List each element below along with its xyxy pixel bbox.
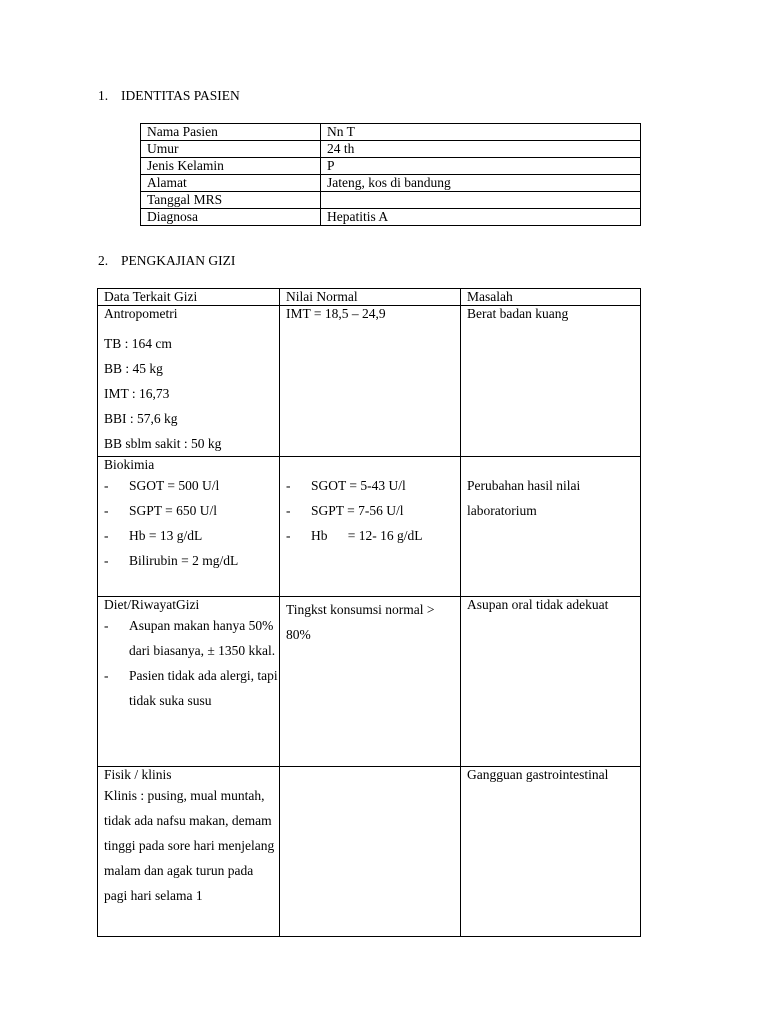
- problem-cell: [461, 306, 641, 457]
- table-row: [141, 175, 641, 192]
- identity-value: Jateng, kos di bandung: [321, 175, 641, 192]
- list-item: - SGPT = 650 U/l: [104, 498, 279, 523]
- list-item: - SGOT = 500 U/l: [104, 473, 279, 498]
- identity-value: [321, 192, 641, 209]
- list-item: - Bilirubin = 2 mg/dL: [104, 548, 279, 573]
- problem-cell: [461, 597, 641, 767]
- list-item: - Pasien tidak ada alergi, tapi tidak suka susu: [104, 663, 279, 713]
- problem-text: Gangguan gastrointestinal: [467, 767, 609, 782]
- normal-cell: [280, 306, 461, 457]
- column-header: Nilai Normal: [280, 289, 461, 306]
- table-row: [141, 141, 641, 158]
- table-row: [141, 124, 641, 141]
- table-row: [141, 192, 641, 209]
- problem-cell: [461, 457, 641, 597]
- identity-label: Umur: [141, 141, 321, 158]
- list-item: - SGPT = 7-56 U/l: [286, 498, 460, 523]
- column-header: Masalah: [461, 289, 641, 306]
- clinical-text: Klinis : pusing, mual muntah, tidak ada nafsu makan, demam tinggi pada sore hari menjelang malam dan agak turun pada pagi hari selama 1: [104, 788, 275, 903]
- problem-text: Perubahan hasil nilai laboratorium: [467, 478, 581, 518]
- identity-value: Hepatitis A: [321, 209, 641, 226]
- category-title: Diet/RiwayatGizi: [104, 597, 200, 612]
- column-header: Data Terkait Gizi: [98, 289, 280, 306]
- category-title: Antropometri: [104, 306, 178, 321]
- identity-label: Diagnosa: [141, 209, 321, 226]
- table-row: [141, 209, 641, 226]
- normal-cell: [280, 597, 461, 767]
- identity-label: Alamat: [141, 175, 321, 192]
- list-item: - SGOT = 5-43 U/l: [286, 473, 460, 498]
- table-row-diet: [98, 597, 641, 767]
- problem-cell: [461, 767, 641, 937]
- identity-value: Nn T: [321, 124, 641, 141]
- table-row: [141, 158, 641, 175]
- data-line: IMT : 16,73: [104, 386, 170, 401]
- lab-list: [104, 473, 279, 573]
- category-title: Biokimia: [104, 457, 155, 472]
- list-item: - Hb = 12- 16 g/dL: [286, 523, 460, 548]
- identity-table: [140, 123, 641, 226]
- problem-text: Berat badan kuang: [467, 306, 569, 321]
- normal-cell: [280, 457, 461, 597]
- diet-list: [104, 613, 279, 713]
- normal-list: [286, 473, 460, 548]
- problem-text: Asupan oral tidak adekuat: [467, 597, 609, 612]
- table-row-antropometri: [98, 306, 641, 457]
- list-item: - Asupan makan hanya 50% dari biasanya, ± 1350 kkal.: [104, 613, 279, 663]
- data-line: BBI : 57,6 kg: [104, 411, 178, 426]
- section-heading-identitas: [98, 88, 240, 104]
- table-header-row: [98, 289, 641, 306]
- section-title: PENGKAJIAN GIZI: [121, 253, 236, 268]
- data-line: TB : 164 cm: [104, 336, 172, 351]
- normal-value: Tingkst konsumsi normal > 80%: [286, 602, 435, 642]
- data-cell: [98, 767, 280, 937]
- section-number: 2.: [98, 253, 109, 268]
- data-line: BB : 45 kg: [104, 361, 163, 376]
- identity-label: Nama Pasien: [141, 124, 321, 141]
- category-title: Fisik / klinis: [104, 767, 172, 782]
- data-line: BB sblm sakit : 50 kg: [104, 436, 222, 451]
- data-cell: [98, 306, 280, 457]
- table-row-fisik: [98, 767, 641, 937]
- identity-label: Jenis Kelamin: [141, 158, 321, 175]
- list-item: - Hb = 13 g/dL: [104, 523, 279, 548]
- section-number: 1.: [98, 88, 109, 103]
- normal-value: IMT = 18,5 – 24,9: [286, 306, 386, 321]
- data-cell: [98, 457, 280, 597]
- section-heading-pengkajian: [98, 253, 235, 269]
- normal-cell: [280, 767, 461, 937]
- assessment-table: [97, 288, 641, 937]
- table-row-biokimia: [98, 457, 641, 597]
- identity-label: Tanggal MRS: [141, 192, 321, 209]
- identity-value: P: [321, 158, 641, 175]
- data-cell: [98, 597, 280, 767]
- identity-value: 24 th: [321, 141, 641, 158]
- section-title: IDENTITAS PASIEN: [121, 88, 240, 103]
